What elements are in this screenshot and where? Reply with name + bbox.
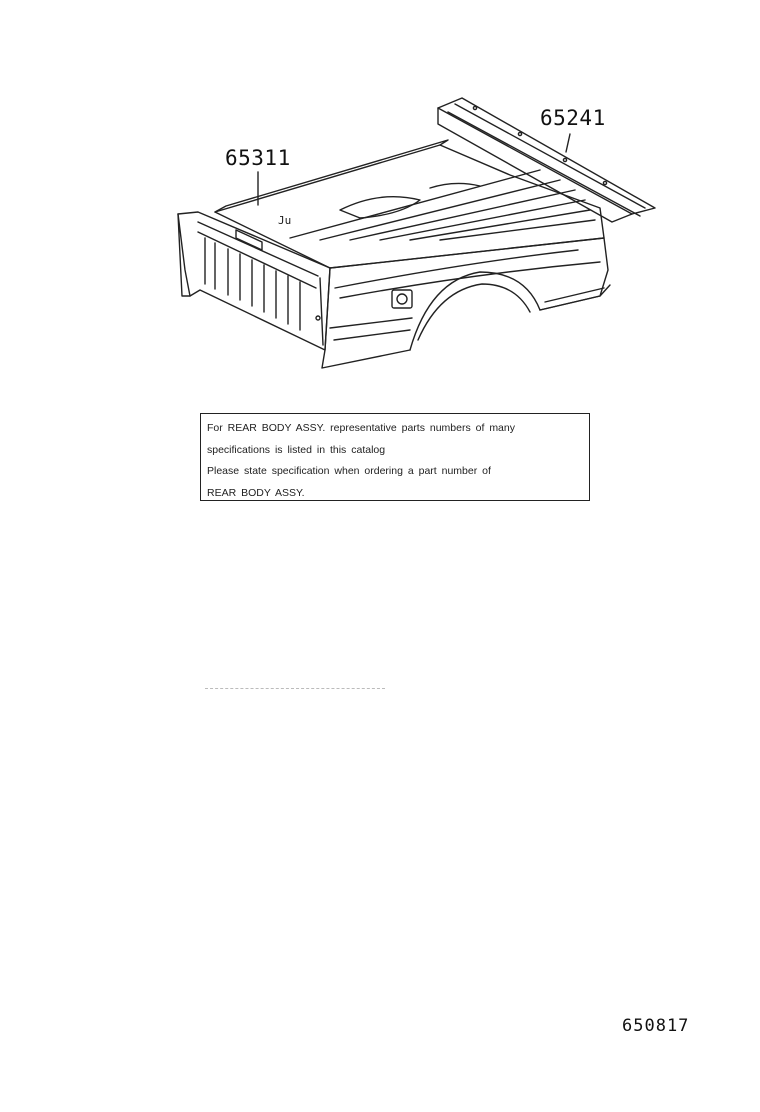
specification-note-box <box>200 413 590 501</box>
rear-body-assy-65311 <box>178 140 610 368</box>
part-number-callout-65311: 65311 <box>225 146 291 170</box>
note-line: Please state specification when ordering a part number of <box>207 465 491 477</box>
note-line: specifications is listed in this catalog <box>207 443 386 456</box>
part-number-callout-65241: 65241 <box>540 106 606 130</box>
illustration-code: 650817 <box>622 1016 690 1036</box>
note-line: For REAR BODY ASSY. representative parts numbers of many <box>207 422 515 434</box>
note-line: REAR BODY ASSY. <box>207 486 305 499</box>
svg-text:Ju: Ju <box>278 214 292 227</box>
faint-divider <box>205 688 385 689</box>
leader-line-65241 <box>566 134 570 152</box>
